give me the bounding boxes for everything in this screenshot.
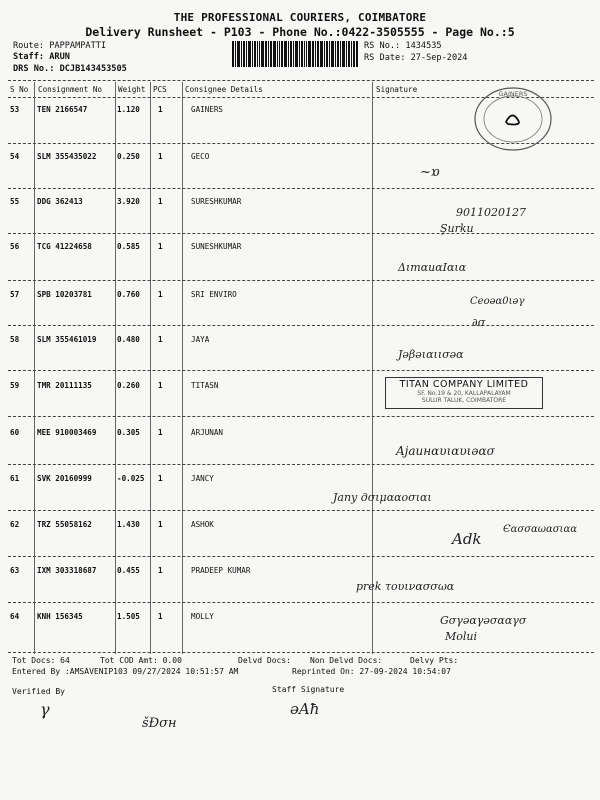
round-stamp-text: GAINERS: [498, 90, 528, 98]
delivery-points: Delvy Pts:: [410, 656, 459, 665]
row-consignment: SVK 20160999: [37, 474, 92, 483]
row-sno: 55: [10, 197, 20, 206]
runsheet-subtitle: Delivery Runsheet - P103 - Phone No.:0422-3505555 - Page No.:5: [85, 25, 515, 39]
row-pcs: 1: [158, 428, 163, 437]
row-consignee: ASHOK: [191, 520, 214, 529]
row-divider: [8, 416, 594, 417]
row-consignment: TEN 2166547: [37, 105, 88, 114]
signature-60: Ajauнɑυιαυιəασ: [396, 444, 495, 458]
row-consignee: SRI ENVIRO: [191, 290, 237, 299]
stamp-company-name: TITAN COMPANY LIMITED: [399, 379, 529, 390]
row-divider: [8, 188, 594, 189]
column-divider: [115, 82, 116, 654]
staff-signature: əAħ: [290, 700, 320, 718]
signature-56: ΔιтαиαΙαια: [398, 261, 467, 274]
row-weight: 3.920: [117, 197, 140, 206]
row-sno: 62: [10, 520, 20, 529]
row-sno: 64: [10, 612, 20, 621]
row-consignee: JANCY: [191, 474, 214, 483]
column-header-sno: S No: [10, 85, 29, 94]
row-consignment: KNH 156345: [37, 612, 83, 621]
table-bottom-rule: [8, 652, 594, 653]
row-consignee: SURESHKUMAR: [191, 197, 242, 206]
stamp-address: SF. No.19 & 20, KALLAPALAYAM: [417, 390, 511, 397]
row-sno: 54: [10, 152, 20, 161]
row-pcs: 1: [158, 612, 163, 621]
row-consignee: GAINERS: [191, 105, 224, 114]
row-weight: 0.480: [117, 335, 140, 344]
row-divider: [8, 510, 594, 511]
row-weight: 1.505: [117, 612, 140, 621]
column-divider: [34, 82, 35, 654]
signature-55-name: Şurku: [440, 222, 474, 235]
row-consignment: TRZ 55058162: [37, 520, 92, 529]
total-docs: Tot Docs: 64: [12, 656, 70, 665]
row-weight: 0.260: [117, 381, 140, 390]
delivered-docs: Delvd Docs:: [238, 656, 291, 665]
row-divider: [8, 325, 594, 326]
signature-64-name: Molui: [445, 630, 478, 643]
reprinted-on: Reprinted On: 27-09-2024 10:54:07: [292, 667, 451, 676]
barcode: [232, 41, 358, 67]
signature-55-number: 9011020127: [456, 206, 526, 219]
signature-62-initials: Adk: [452, 530, 482, 548]
row-divider: [8, 370, 594, 371]
staff-signature-label: Staff Signature: [272, 685, 345, 694]
header-top-rule: [8, 80, 594, 81]
column-header-weight: Weight: [118, 85, 146, 94]
row-weight: 1.430: [117, 520, 140, 529]
row-pcs: 1: [158, 197, 163, 206]
row-consignment: TCG 41224658: [37, 242, 92, 251]
column-divider: [150, 82, 151, 654]
row-consignment: IXM 303318687: [37, 566, 97, 575]
row-pcs: 1: [158, 105, 163, 114]
rs-number: RS No.: 1434535: [364, 41, 442, 51]
round-stamp: [470, 84, 556, 154]
signature-62: Єασσɑωασιαα: [503, 524, 577, 535]
row-sno: 58: [10, 335, 20, 344]
column-header-signature: Signature: [376, 85, 418, 94]
non-delivered-docs: Non Delvd Docs:: [310, 656, 383, 665]
signature-58: Jəβəιαιισəα: [398, 348, 464, 361]
row-consignment: SLM 355435022: [37, 152, 97, 161]
row-sno: 56: [10, 242, 20, 251]
signature-64: Gσγəαγəσααγσ: [440, 614, 527, 627]
row-pcs: 1: [158, 520, 163, 529]
row-pcs: 1: [158, 242, 163, 251]
signature-57-number: Ceoəα0ιəγ: [470, 296, 525, 307]
row-sno: 59: [10, 381, 20, 390]
row-consignment: DDG 362413: [37, 197, 83, 206]
column-divider: [372, 82, 373, 654]
signature-61: Jany дσιμααοσιαι: [333, 491, 432, 504]
row-weight: 0.305: [117, 428, 140, 437]
row-consignee: JAYA: [191, 335, 210, 344]
verified-by-label: Verified By: [12, 687, 65, 696]
row-sno: 60: [10, 428, 20, 437]
company-stamp: [385, 377, 543, 409]
route-label: Route: PAPPAMPATTI: [13, 41, 107, 51]
row-weight: 0.760: [117, 290, 140, 299]
verified-signature: šĐσн: [142, 716, 177, 731]
column-header-pcs: PCS: [153, 85, 167, 94]
row-sno: 57: [10, 290, 20, 299]
company-title: THE PROFESSIONAL COURIERS, COIMBATORE: [173, 11, 427, 24]
row-consignee: SUNESHKUMAR: [191, 242, 242, 251]
staff-label: Staff: ARUN: [13, 52, 70, 62]
row-weight: 1.120: [117, 105, 140, 114]
row-sno: 53: [10, 105, 20, 114]
total-cod-amount: Tot COD Amt: 0.00: [100, 656, 182, 665]
column-header-consignment: Consignment No: [38, 85, 103, 94]
row-divider: [8, 556, 594, 557]
row-consignee: MOLLY: [191, 612, 214, 621]
row-consignee: ARJUNAN: [191, 428, 224, 437]
row-consignee: PRADEEP KUMAR: [191, 566, 251, 575]
row-consignment: TMR 20111135: [37, 381, 92, 390]
row-weight: -0.025: [117, 474, 145, 483]
row-pcs: 1: [158, 335, 163, 344]
rs-date: RS Date: 27-Sep-2024: [364, 53, 468, 63]
column-divider: [182, 82, 183, 654]
verified-signature-mark: γ: [40, 700, 50, 719]
row-pcs: 1: [158, 566, 163, 575]
row-consignment: SPB 10203781: [37, 290, 92, 299]
row-sno: 61: [10, 474, 20, 483]
signature-63: prek τουινασσωα: [356, 580, 455, 593]
row-divider: [8, 602, 594, 603]
row-consignee: GECO: [191, 152, 210, 161]
row-consignment: SLM 355461019: [37, 335, 97, 344]
row-consignment: MEE 910003469: [37, 428, 97, 437]
signature-57-name: ∂σ: [472, 316, 486, 329]
row-consignee: TITASN: [191, 381, 219, 390]
row-pcs: 1: [158, 381, 163, 390]
row-sno: 63: [10, 566, 20, 575]
row-weight: 0.455: [117, 566, 140, 575]
row-weight: 0.250: [117, 152, 140, 161]
row-weight: 0.585: [117, 242, 140, 251]
drs-number: DRS No.: DCJB143453505: [13, 64, 127, 74]
row-divider: [8, 464, 594, 465]
row-divider: [8, 280, 594, 281]
row-pcs: 1: [158, 474, 163, 483]
stamp-address-2: SULUR TALUK, COIMBATORE: [421, 397, 507, 404]
signature-54: ~ɒ: [420, 165, 440, 180]
entered-by: Entered By :AMSAVENIP103 09/27/2024 10:51:57 AM: [12, 667, 239, 676]
row-pcs: 1: [158, 290, 163, 299]
row-divider: [8, 233, 594, 234]
row-pcs: 1: [158, 152, 163, 161]
column-header-consignee: Consignee Details: [185, 85, 263, 94]
